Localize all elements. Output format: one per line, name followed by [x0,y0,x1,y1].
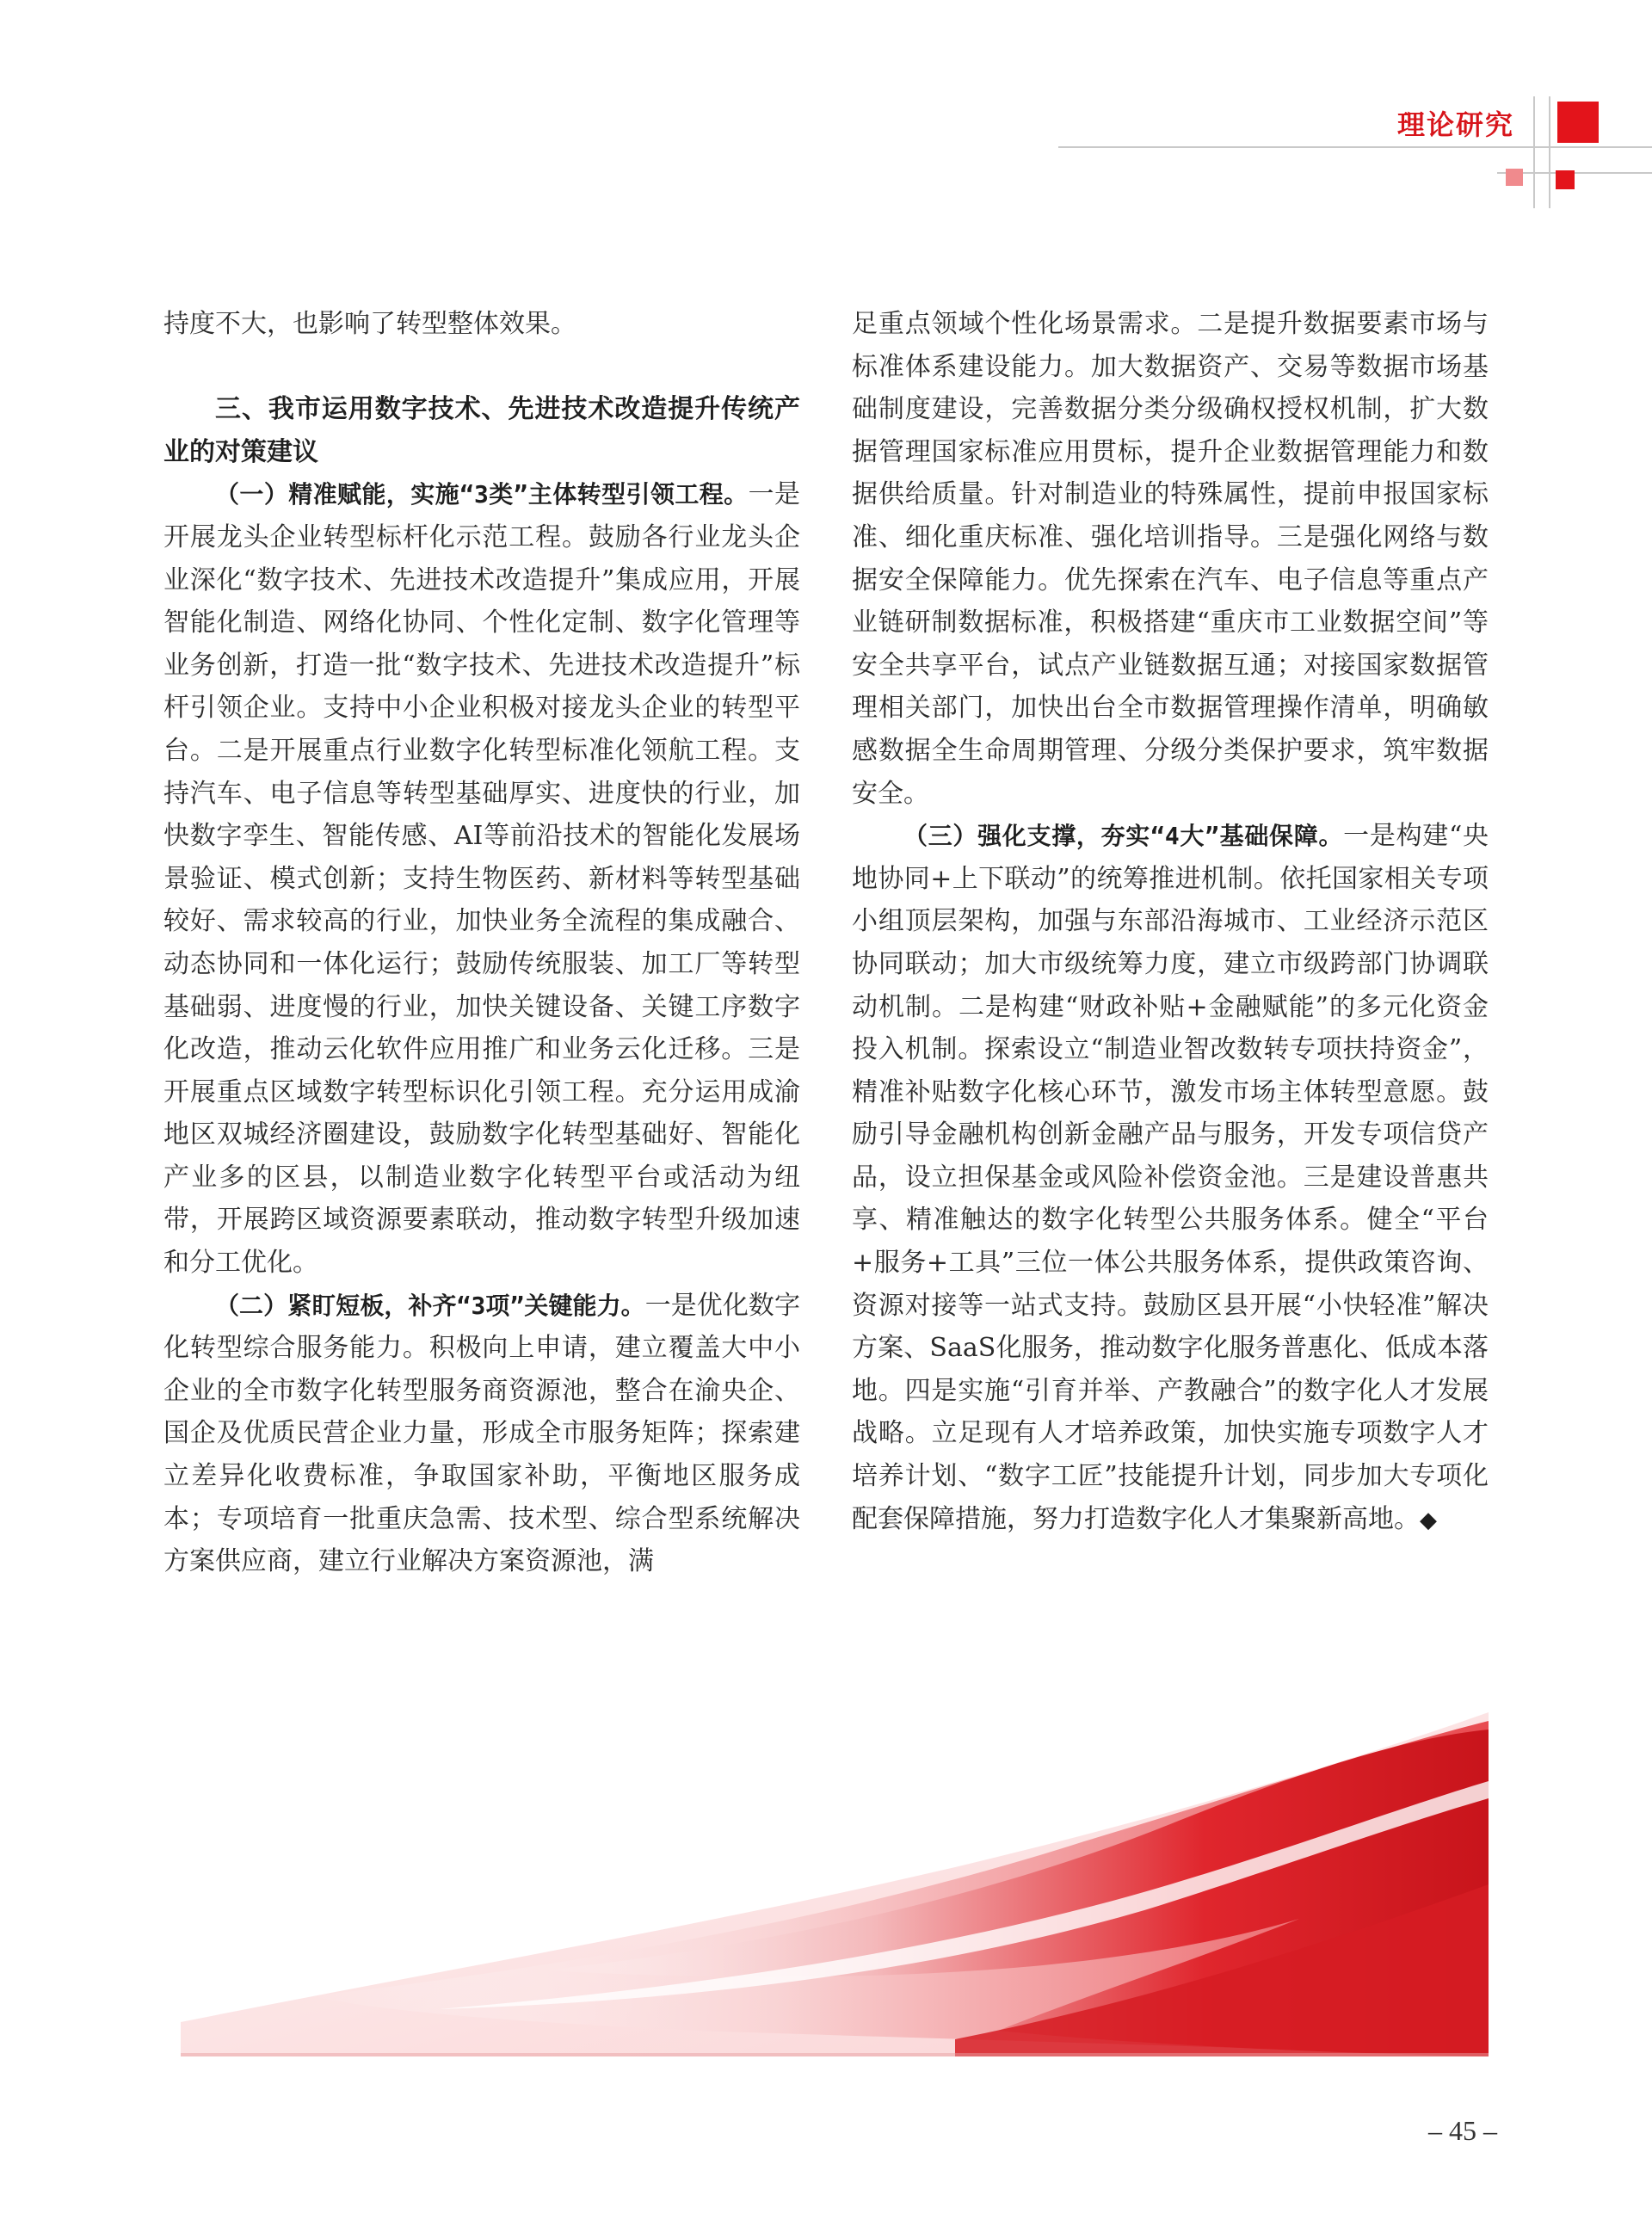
red-square-small [1556,170,1575,189]
subheading: （一）精准赋能，实施“3类”主体转型引领工程。 [215,480,749,509]
end-mark: ◆ [1420,1507,1437,1533]
section-title: 理论研究 [1396,108,1514,141]
right-column [852,303,1489,1542]
header-rule [1058,146,1652,148]
header-vertical-rule-2 [1549,96,1550,208]
spacer [163,346,800,389]
page-header [0,0,1652,224]
paragraph-text: 一是开展龙头企业转型标杆化示范工程。鼓励各行业龙头企业深化“数字技术、先进技术改造提升”集成应用，开展智能化制造、网络化协同、个性化定制、数字化管理等业务创新，打造一批“数字技术、先进技术改造提升”标杆引领企业。支持中小企业积极对接龙头企业的转型平台。二是开展重点行业数字化转型标准化领航工程。支持汽车、电子信息等转型基础厚实、进度快的行业，加快数字孪生、智能传感、AI等前沿技术的智能化发展场景验证、模式创新；支持生物医药、新材料等转型基础较好、需求较高的行业，加快业务全流程的集成融合、动态协同和一体化运行；鼓励传统服装、加工厂等转型基础弱、进度慢的行业，加快关键设备、关键工序数字化改造，推动云化软件应用推广和业务云化迁移。三是开展重点区域数字转型标识化引领工程。充分运用成渝地区双城经济圈建设，鼓励数字化转型基础好、智能化产业多的区县，以制造业数字化转型平台或活动为纽带，开展跨区域资源要素联动，推动数字转型升级加速和分工优化。 [163,479,801,1279]
red-square-large [1557,102,1599,143]
paragraph-text: 一是构建“央地协同+上下联动”的统筹推进机制。依托国家相关专项小组顶层架构，加强与东部沿海城市、工业经济示范区协同联动；加大市级统筹力度，建立市级跨部门协调联动机制。二是构建“财政补贴+金融赋能”的多元化资金投入机制。探索设立“制造业智改数转专项扶持资金”，精准补贴数字化核心环节，激发市场主体转型意愿。鼓励引导金融机构创新金融产品与服务，开发专项信贷产品，设立担保基金或风险补偿资金池。三是建设普惠共享、精准触达的数字化转型公共服务体系。健全“平台+服务+工具”三位一体公共服务体系，提供政策咨询、资源对接等一站式支持。鼓励区县开展“小快轻准”解决方案、SaaS化服务，推动数字化服务普惠化、低成本落地。四是实施“引育并举、产教融合”的数字化人才发展战略。立足现有人才培养政策，加快实施专项数字人才培养计划、“数字工匠”技能提升计划，同步加大专项化配套保障措施，努力打造数字化人才集聚新高地。 [852,821,1489,1534]
paragraph [852,815,1489,1542]
paragraph [163,1285,800,1583]
section-heading: 三、我市运用数字技术、先进技术改造提升传统产业的对策建议 [163,394,800,467]
wave-bottom-rule [181,2053,1489,2056]
pink-square-small [1506,169,1523,186]
paragraph-text: 一是优化数字化转型综合服务能力。积极向上申请，建立覆盖大中小企业的全市数字化转型服务商资源池，整合在渝央企、国企及优质民营企业力量，形成全市服务矩阵；探索建立差异化收费标准，争取国家补助，平衡地区服务成本；专项培育一批重庆急需、技术型、综合型系统解决方案供应商，建立行业解决方案资源池，满 [163,1290,800,1577]
left-column [163,303,800,1583]
paragraph [163,473,800,1284]
decorative-wave [181,1712,1489,2056]
paragraph: 足重点领域个性化场景需求。二是提升数据要素市场与标准体系建设能力。加大数据资产、交易等数据市场基础制度建设，完善数据分类分级确权授权机制，扩大数据管理国家标准应用贯标，提升企业数据管理能力和数据供给质量。针对制造业的特殊属性，提前申报国家标准、细化重庆标准、强化培训指导。三是强化网络与数据安全保障能力。优先探索在汽车、电子信息等重点产业链研制数据标准，积极搭建“重庆市工业数据空间”等安全共享平台，试点产业链数据互通；对接国家数据管理相关部门，加快出台全市数据管理操作清单，明确敏感数据全生命周期管理、分级分类保护要求，筑牢数据安全。 [852,309,1489,809]
page-number: – 45 – [1428,2115,1497,2146]
header-vertical-rule [1533,96,1535,208]
subheading: （三）强化支撑，夯实“4大”基础保障。 [903,822,1344,851]
paragraph: 持度不大，也影响了转型整体效果。 [163,309,576,339]
subheading: （二）紧盯短板，补齐“3项”关键能力。 [215,1291,645,1320]
